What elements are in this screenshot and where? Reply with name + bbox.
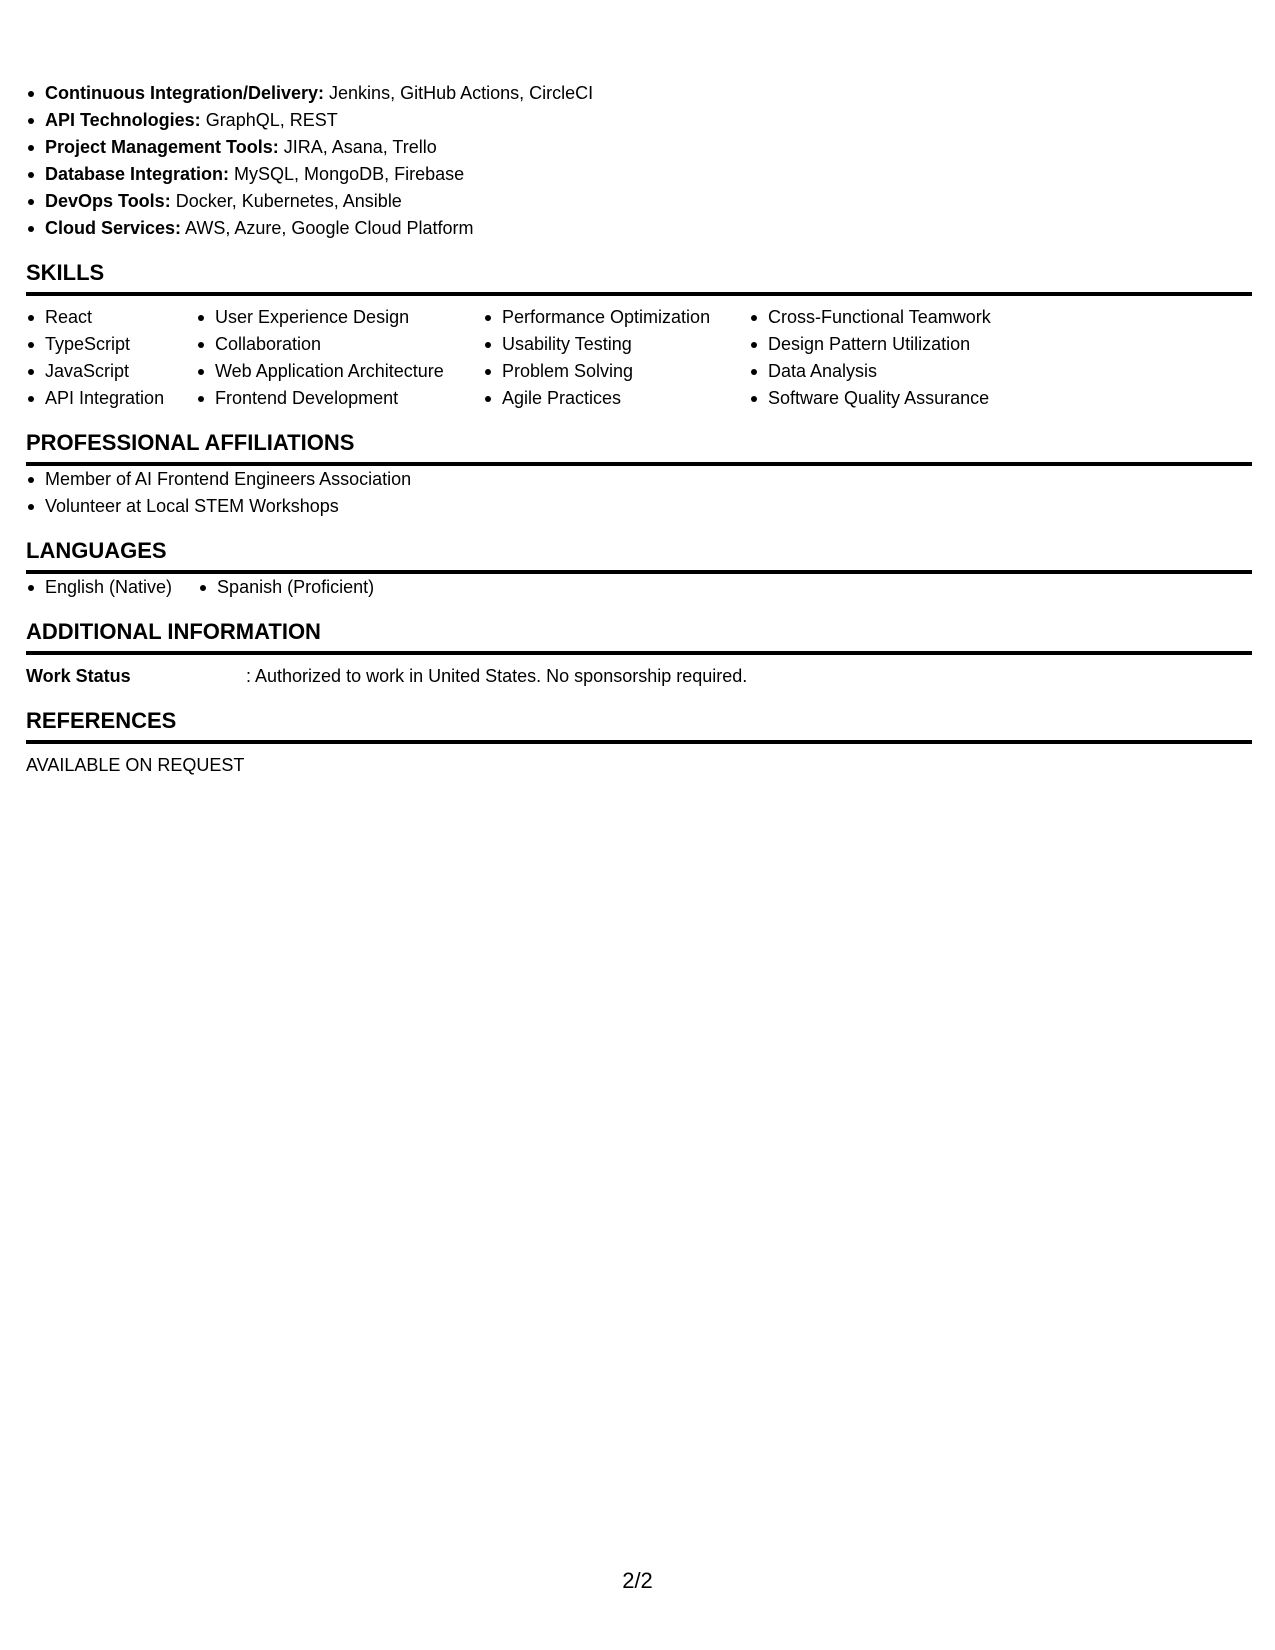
tech-label: Cloud Services: — [45, 218, 182, 238]
section-title: PROFESSIONAL AFFILIATIONS — [26, 428, 1252, 466]
skill-item: Problem Solving — [483, 358, 749, 385]
list-item — [26, 134, 1252, 161]
tech-value: GraphQL, REST — [200, 110, 338, 130]
skills-column — [196, 304, 483, 412]
skill-item: API Integration — [26, 385, 196, 412]
skill-item: Design Pattern Utilization — [749, 331, 1049, 358]
tech-label: API Technologies: — [45, 110, 201, 130]
additional-info-section — [26, 617, 1252, 690]
list-item — [26, 107, 1252, 134]
technologies-list — [26, 80, 1252, 242]
affiliations-list — [26, 466, 1252, 520]
languages-list — [26, 574, 1252, 601]
work-status-value: : Authorized to work in United States. No sponsorship required. — [246, 666, 748, 686]
page-number: 2/2 — [622, 1568, 653, 1593]
work-status-label: Work Status — [26, 666, 131, 686]
skill-item: Collaboration — [196, 331, 483, 358]
skill-item: TypeScript — [26, 331, 196, 358]
skills-grid — [26, 296, 1252, 412]
skill-item: Agile Practices — [483, 385, 749, 412]
skill-item: Frontend Development — [196, 385, 483, 412]
list-item — [26, 215, 1252, 242]
section-title: SKILLS — [26, 258, 1252, 296]
tech-value: Jenkins, GitHub Actions, CircleCI — [324, 83, 594, 103]
section-title: LANGUAGES — [26, 536, 1252, 574]
section-title: REFERENCES — [26, 706, 1252, 744]
language-item: Spanish (Proficient) — [198, 574, 374, 601]
tech-label: Continuous Integration/Delivery: — [45, 83, 325, 103]
skill-item: JavaScript — [26, 358, 196, 385]
work-status-row — [26, 655, 1252, 690]
tech-value: MySQL, MongoDB, Firebase — [229, 164, 465, 184]
affiliations-section — [26, 428, 1252, 520]
languages-section — [26, 536, 1252, 601]
skills-section — [26, 258, 1252, 412]
list-item: Member of AI Frontend Engineers Association — [26, 466, 1252, 493]
skill-item: Cross-Functional Teamwork — [749, 304, 1049, 331]
references-text: AVAILABLE ON REQUEST — [26, 755, 245, 775]
skills-column — [749, 304, 1049, 412]
language-item: English (Native) — [26, 574, 172, 601]
skill-item: Software Quality Assurance — [749, 385, 1049, 412]
skill-item: Web Application Architecture — [196, 358, 483, 385]
tech-label: Project Management Tools: — [45, 137, 279, 157]
skill-item: React — [26, 304, 196, 331]
tech-value: Docker, Kubernetes, Ansible — [170, 191, 402, 211]
skills-column — [483, 304, 749, 412]
skill-item: User Experience Design — [196, 304, 483, 331]
resume-page — [26, 80, 1252, 779]
skill-item: Data Analysis — [749, 358, 1049, 385]
tech-value: AWS, Azure, Google Cloud Platform — [181, 218, 474, 238]
list-item — [26, 161, 1252, 188]
skills-column — [26, 304, 196, 412]
tech-label: Database Integration: — [45, 164, 230, 184]
list-item — [26, 188, 1252, 215]
references-section — [26, 706, 1252, 779]
list-item — [26, 80, 1252, 107]
tech-label: DevOps Tools: — [45, 191, 171, 211]
skill-item: Usability Testing — [483, 331, 749, 358]
section-title: ADDITIONAL INFORMATION — [26, 617, 1252, 655]
list-item: Volunteer at Local STEM Workshops — [26, 493, 1252, 520]
skill-item: Performance Optimization — [483, 304, 749, 331]
tech-value: JIRA, Asana, Trello — [278, 137, 437, 157]
